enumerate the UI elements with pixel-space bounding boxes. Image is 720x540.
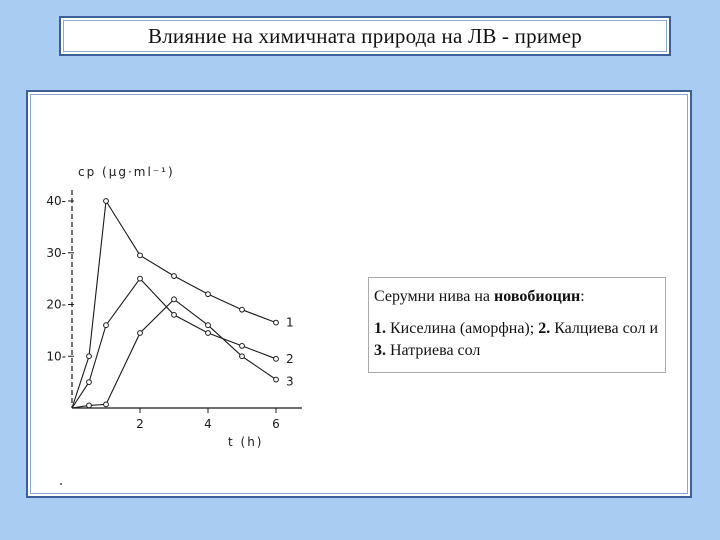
data-point xyxy=(172,274,177,279)
legend-num-1: 1. xyxy=(374,320,386,337)
data-point xyxy=(240,344,245,349)
caption-legend xyxy=(374,318,659,362)
caption-line-1 xyxy=(374,286,659,308)
data-point xyxy=(206,323,211,328)
y-tick-label: 10- xyxy=(46,349,66,364)
drug-name: новобиоцин xyxy=(494,288,581,305)
data-point xyxy=(87,354,92,359)
data-point xyxy=(240,354,245,359)
data-point xyxy=(138,276,143,281)
x-tick-label: 6 xyxy=(272,417,280,431)
chart-ticks xyxy=(46,194,279,431)
chart-series xyxy=(72,199,278,408)
data-point xyxy=(87,380,92,385)
data-point xyxy=(87,403,92,408)
data-point xyxy=(138,331,143,336)
legend-text-3: Натриева сол xyxy=(386,342,481,359)
legend-text-2: Калциева сол и xyxy=(550,320,658,337)
caption-colon: : xyxy=(580,288,585,305)
data-point xyxy=(240,307,245,312)
data-point xyxy=(172,297,177,302)
series-label-3: 3 xyxy=(286,374,294,389)
x-tick-label: 4 xyxy=(204,417,212,431)
data-point xyxy=(104,402,109,407)
legend-num-3: 3. xyxy=(374,342,386,359)
data-point xyxy=(274,377,279,382)
data-point xyxy=(274,320,279,325)
caption-box xyxy=(368,277,666,373)
series-label-1: 1 xyxy=(286,315,294,330)
legend-text-1: Киселина (аморфна); xyxy=(386,320,539,337)
x-tick-label: 2 xyxy=(136,417,144,431)
speck xyxy=(60,483,62,485)
y-tick-label: 30- xyxy=(46,245,66,260)
data-point xyxy=(138,253,143,258)
y-tick-label: 40- xyxy=(46,194,66,208)
slide-title: Влияние на химичната природа на ЛВ - пример xyxy=(148,23,582,48)
series-label-2: 2 xyxy=(286,351,294,366)
x-axis-title: t (h) xyxy=(228,435,264,449)
data-point xyxy=(104,323,109,328)
series-line-1 xyxy=(72,201,276,408)
data-point xyxy=(206,292,211,297)
legend-num-2: 2. xyxy=(538,320,551,337)
data-point xyxy=(274,356,279,361)
data-point xyxy=(104,199,109,204)
caption-prefix: Серумни нива на xyxy=(374,288,495,305)
y-tick-label: 20- xyxy=(46,297,66,312)
data-point xyxy=(206,331,211,336)
data-point xyxy=(172,312,177,317)
y-axis-title: cp (µg·ml⁻¹) xyxy=(78,165,175,179)
chart-axes xyxy=(72,190,302,408)
